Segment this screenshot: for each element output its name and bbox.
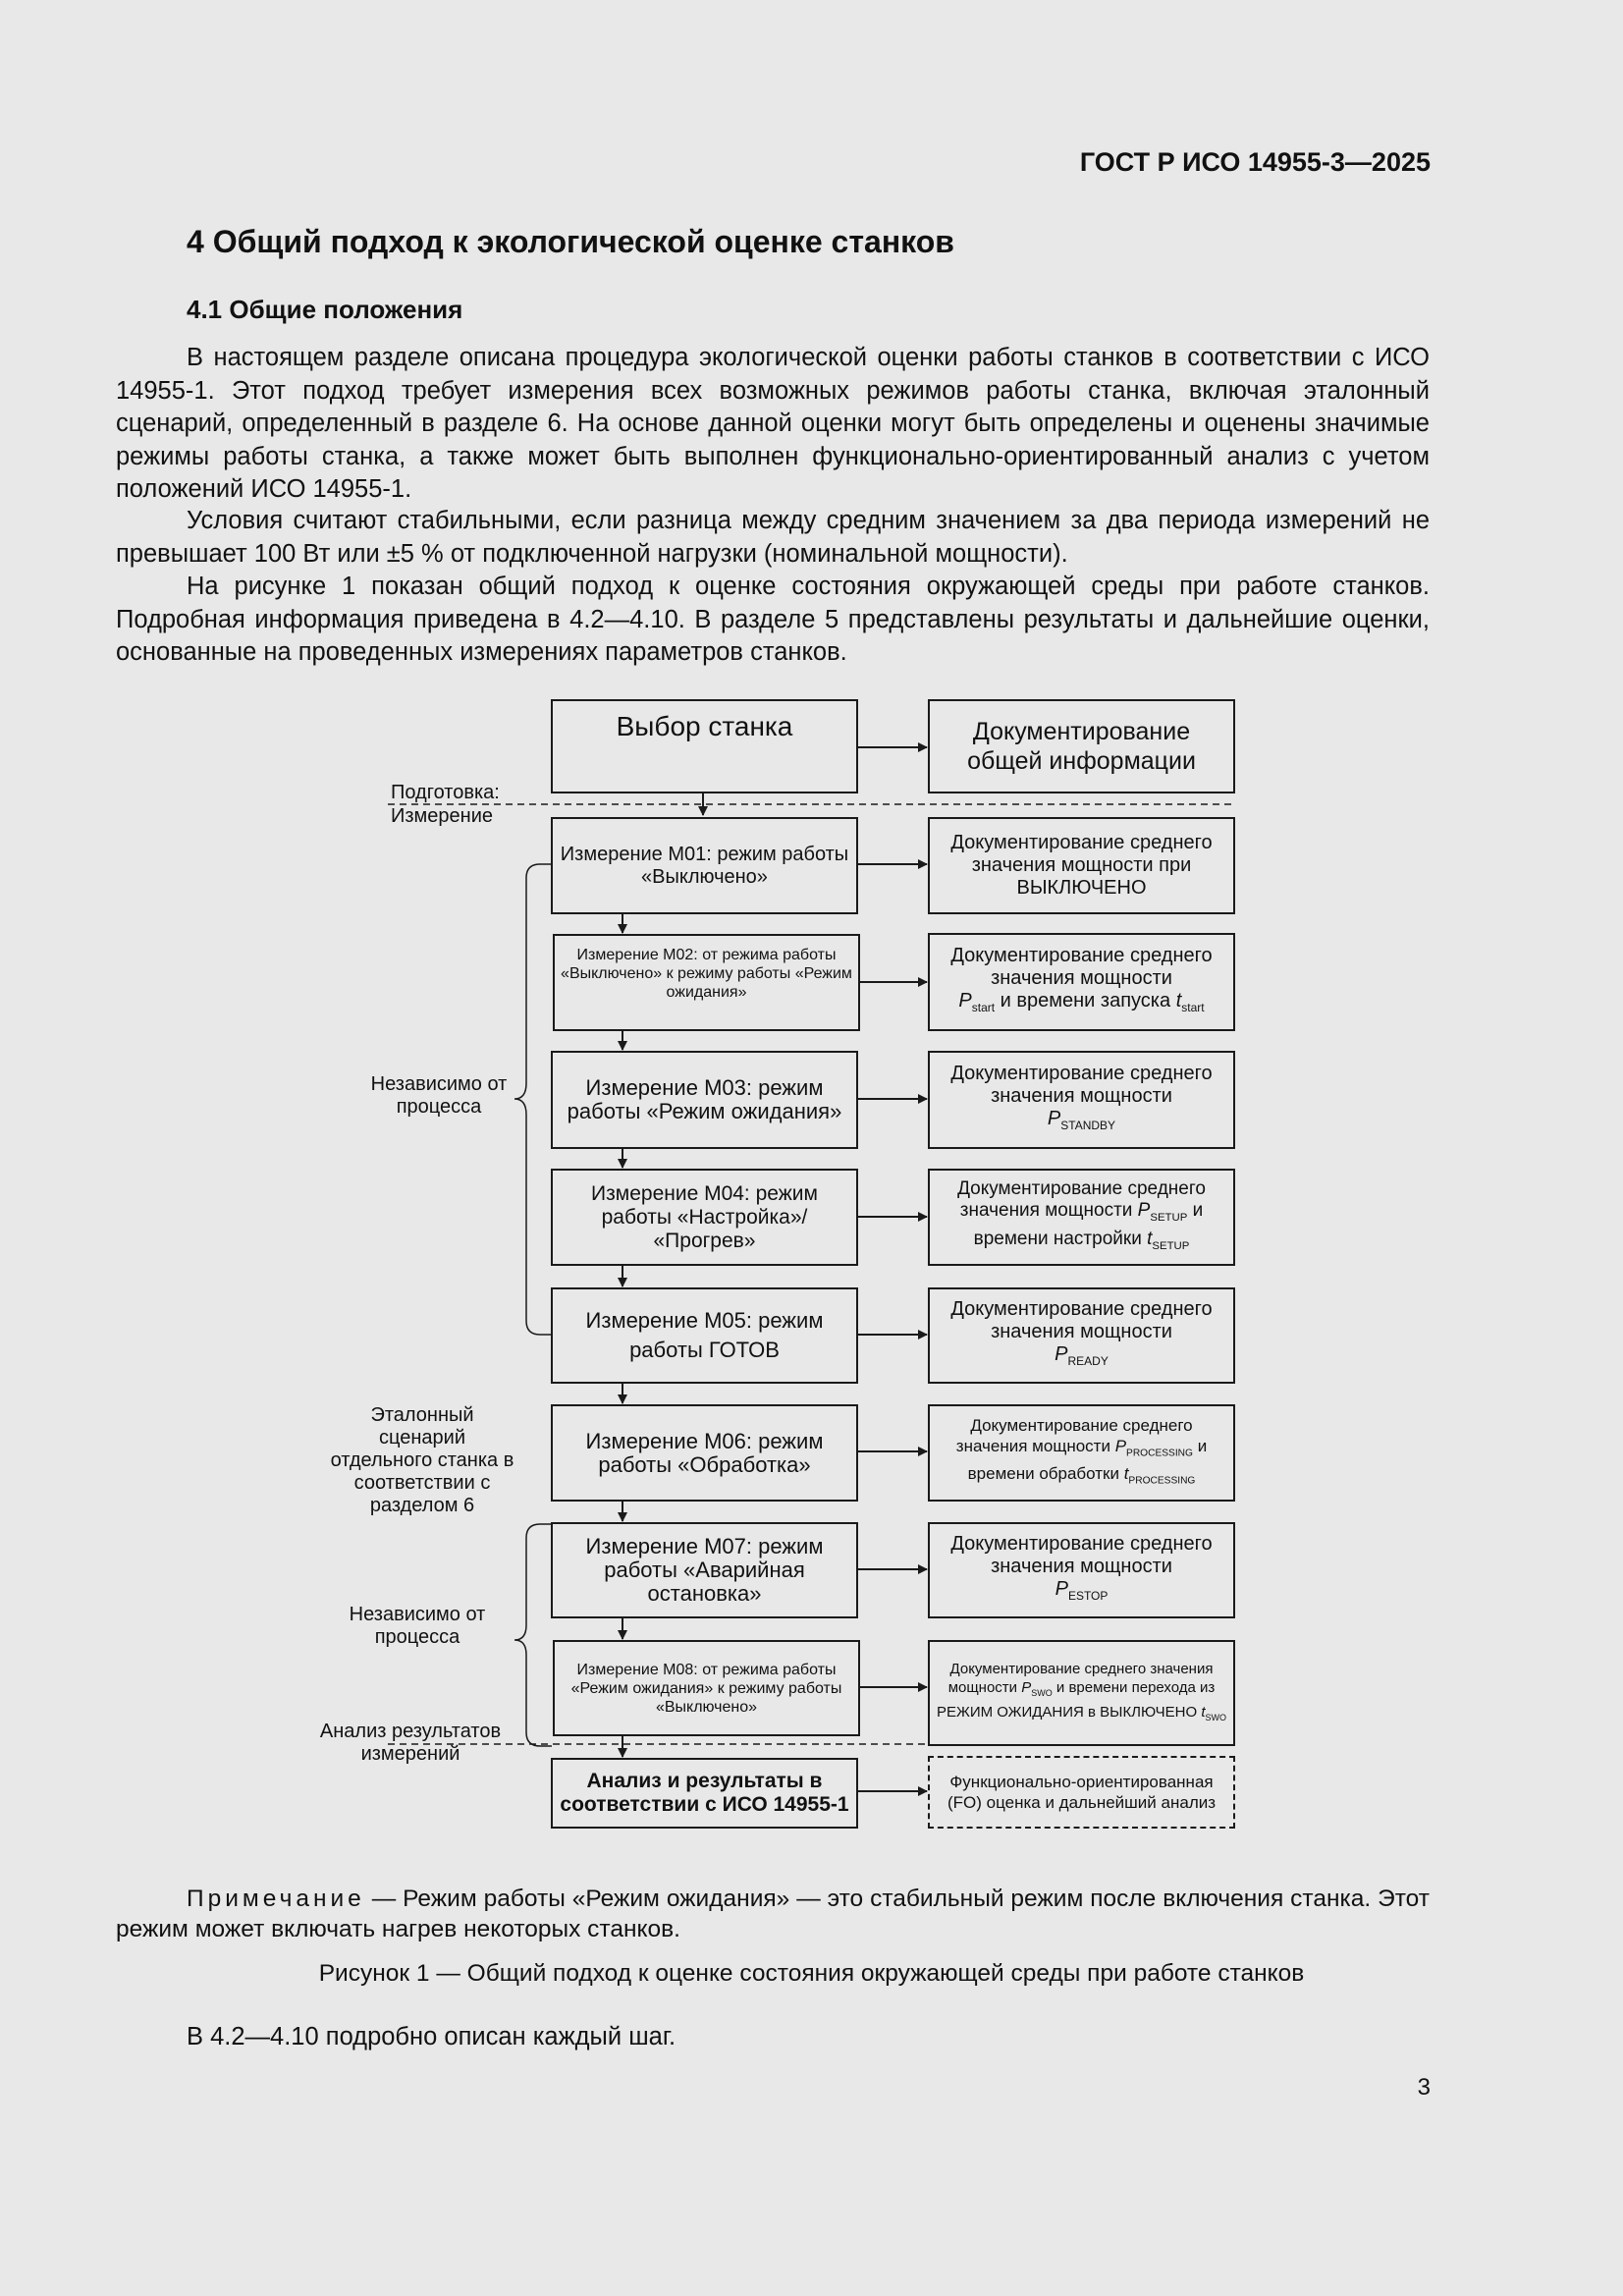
document-code: ГОСТ Р ИСО 14955-3—2025: [1079, 147, 1431, 177]
box-measurement-m01: Измерение М01: режим работы «Выключено»: [551, 817, 858, 914]
note-text: — Режим работы «Режим ожидания» — это стабильный режим после включения станка. Этот режим может включать нагрев некоторых станков.: [116, 1886, 1430, 1942]
label-preparation: Подготовка:: [391, 782, 500, 803]
box-doc-r08: Документирование среднего значения мощности $P_{SWO}$ и времени перехода из РЕЖИМ ОЖИДАНИЯ в ВЫКЛЮЧЕНО $t_{SWO}$: [928, 1640, 1235, 1746]
closing-text: В 4.2—4.10 подробно описан каждый шаг.: [187, 2023, 676, 2050]
box-doc-r02: Документирование среднего значения мощности $P_{start}$ и времени запуска $t_{start}$: [928, 933, 1235, 1031]
box-doc-r06: Документирование среднего значения мощности $P_{PROCESSING}$ и времени обработки $t_{PROCESSING}$: [928, 1404, 1235, 1502]
paragraph-2: Условия считают стабильными, если разница между средним значением за два периода измерений не превышает 100 Вт или ±5 % от подключенной нагрузки (номинальной мощности).: [116, 507, 1430, 568]
box-doc-r04: Документирование среднего значения мощности $P_{SETUP}$ и времени настройки $t_{SETUP}$: [928, 1169, 1235, 1266]
label-reference-scenario: Эталонный сценарий отдельного станка в соответствии с разделом 6: [330, 1404, 514, 1516]
box-measurement-m07: Измерение М07: режим работы «Аварийная остановка»: [551, 1522, 858, 1618]
box-machine-selection: Выбор станка: [551, 699, 858, 793]
subsection-title: 4.1 Общие положения: [187, 295, 463, 324]
paragraph-3: На рисунке 1 показан общий подход к оценке состояния окружающей среды при работе станков. Подробная информация приведена в 4.2—4.10. В разделе 5 представлены результаты и дальнейшие оценки, основанные на проведенных измерениях параметров станков.: [116, 573, 1430, 666]
box-measurement-m02: Измерение М02: от режима работы «Выключено» к режиму работы «Режим ожидания»: [553, 934, 860, 1031]
box-doc-r05: Документирование среднего значения мощности $P_{READY}$: [928, 1287, 1235, 1384]
label-process-independent-1: Независимо от процесса: [370, 1073, 508, 1118]
figure-caption: Рисунок 1 — Общий подход к оценке состояния окружающей среды при работе станков: [318, 1960, 1305, 1987]
box-general-documentation: Документирование общей информации: [928, 699, 1235, 793]
note-label: Примечание: [187, 1886, 365, 1912]
label-results-analysis: Анализ результатов измерений: [319, 1721, 502, 1765]
box-doc-r03: Документирование среднего значения мощности $P_{STANDBY}$: [928, 1051, 1235, 1149]
box-doc-r01: Документирование среднего значения мощности при ВЫКЛЮЧЕНО: [928, 817, 1235, 914]
label-measurement: Измерение: [391, 805, 494, 827]
box-measurement-m04: Измерение М04: режим работы «Настройка»/ «Прогрев»: [551, 1169, 858, 1266]
box-measurement-m06: Измерение М06: режим работы «Обработка»: [551, 1404, 858, 1502]
paragraph-1: В настоящем разделе описана процедура экологической оценки работы станков в соответствии с ИСО 14955-1. Этот подход требует измерения всех возможных режимов работы станка, включая эталонный сценарий, определенный в разделе 6. На основе данной оценки могут быть определены и оценены значимые режимы работы станка, а также может быть выполнен функционально-ориентированный анализ с учетом положений ИСО 14955-1.: [116, 344, 1430, 503]
box-measurement-m08: Измерение М08: от режима работы «Режим ожидания» к режиму работы «Выключено»: [553, 1640, 860, 1736]
page-number: 3: [1417, 2074, 1431, 2101]
flow-diagram: [0, 687, 1623, 1836]
box-measurement-m03: Измерение М03: режим работы «Режим ожидания»: [551, 1051, 858, 1149]
box-measurement-m05: Измерение М05: режим работы ГОТОВ: [551, 1287, 858, 1384]
label-process-independent-2: Независимо от процесса: [349, 1604, 486, 1648]
box-fo-assessment: Функционально-ориентированная (FO) оценка и дальнейший анализ: [928, 1756, 1235, 1829]
figure-note: [116, 1884, 1430, 1944]
box-doc-r07: Документирование среднего значения мощности $P_{ESTOP}$: [928, 1522, 1235, 1618]
section-title: 4 Общий подход к экологической оценке станков: [187, 224, 954, 259]
box-analysis-results: Анализ и результаты в соответствии с ИСО 14955-1: [551, 1758, 858, 1829]
